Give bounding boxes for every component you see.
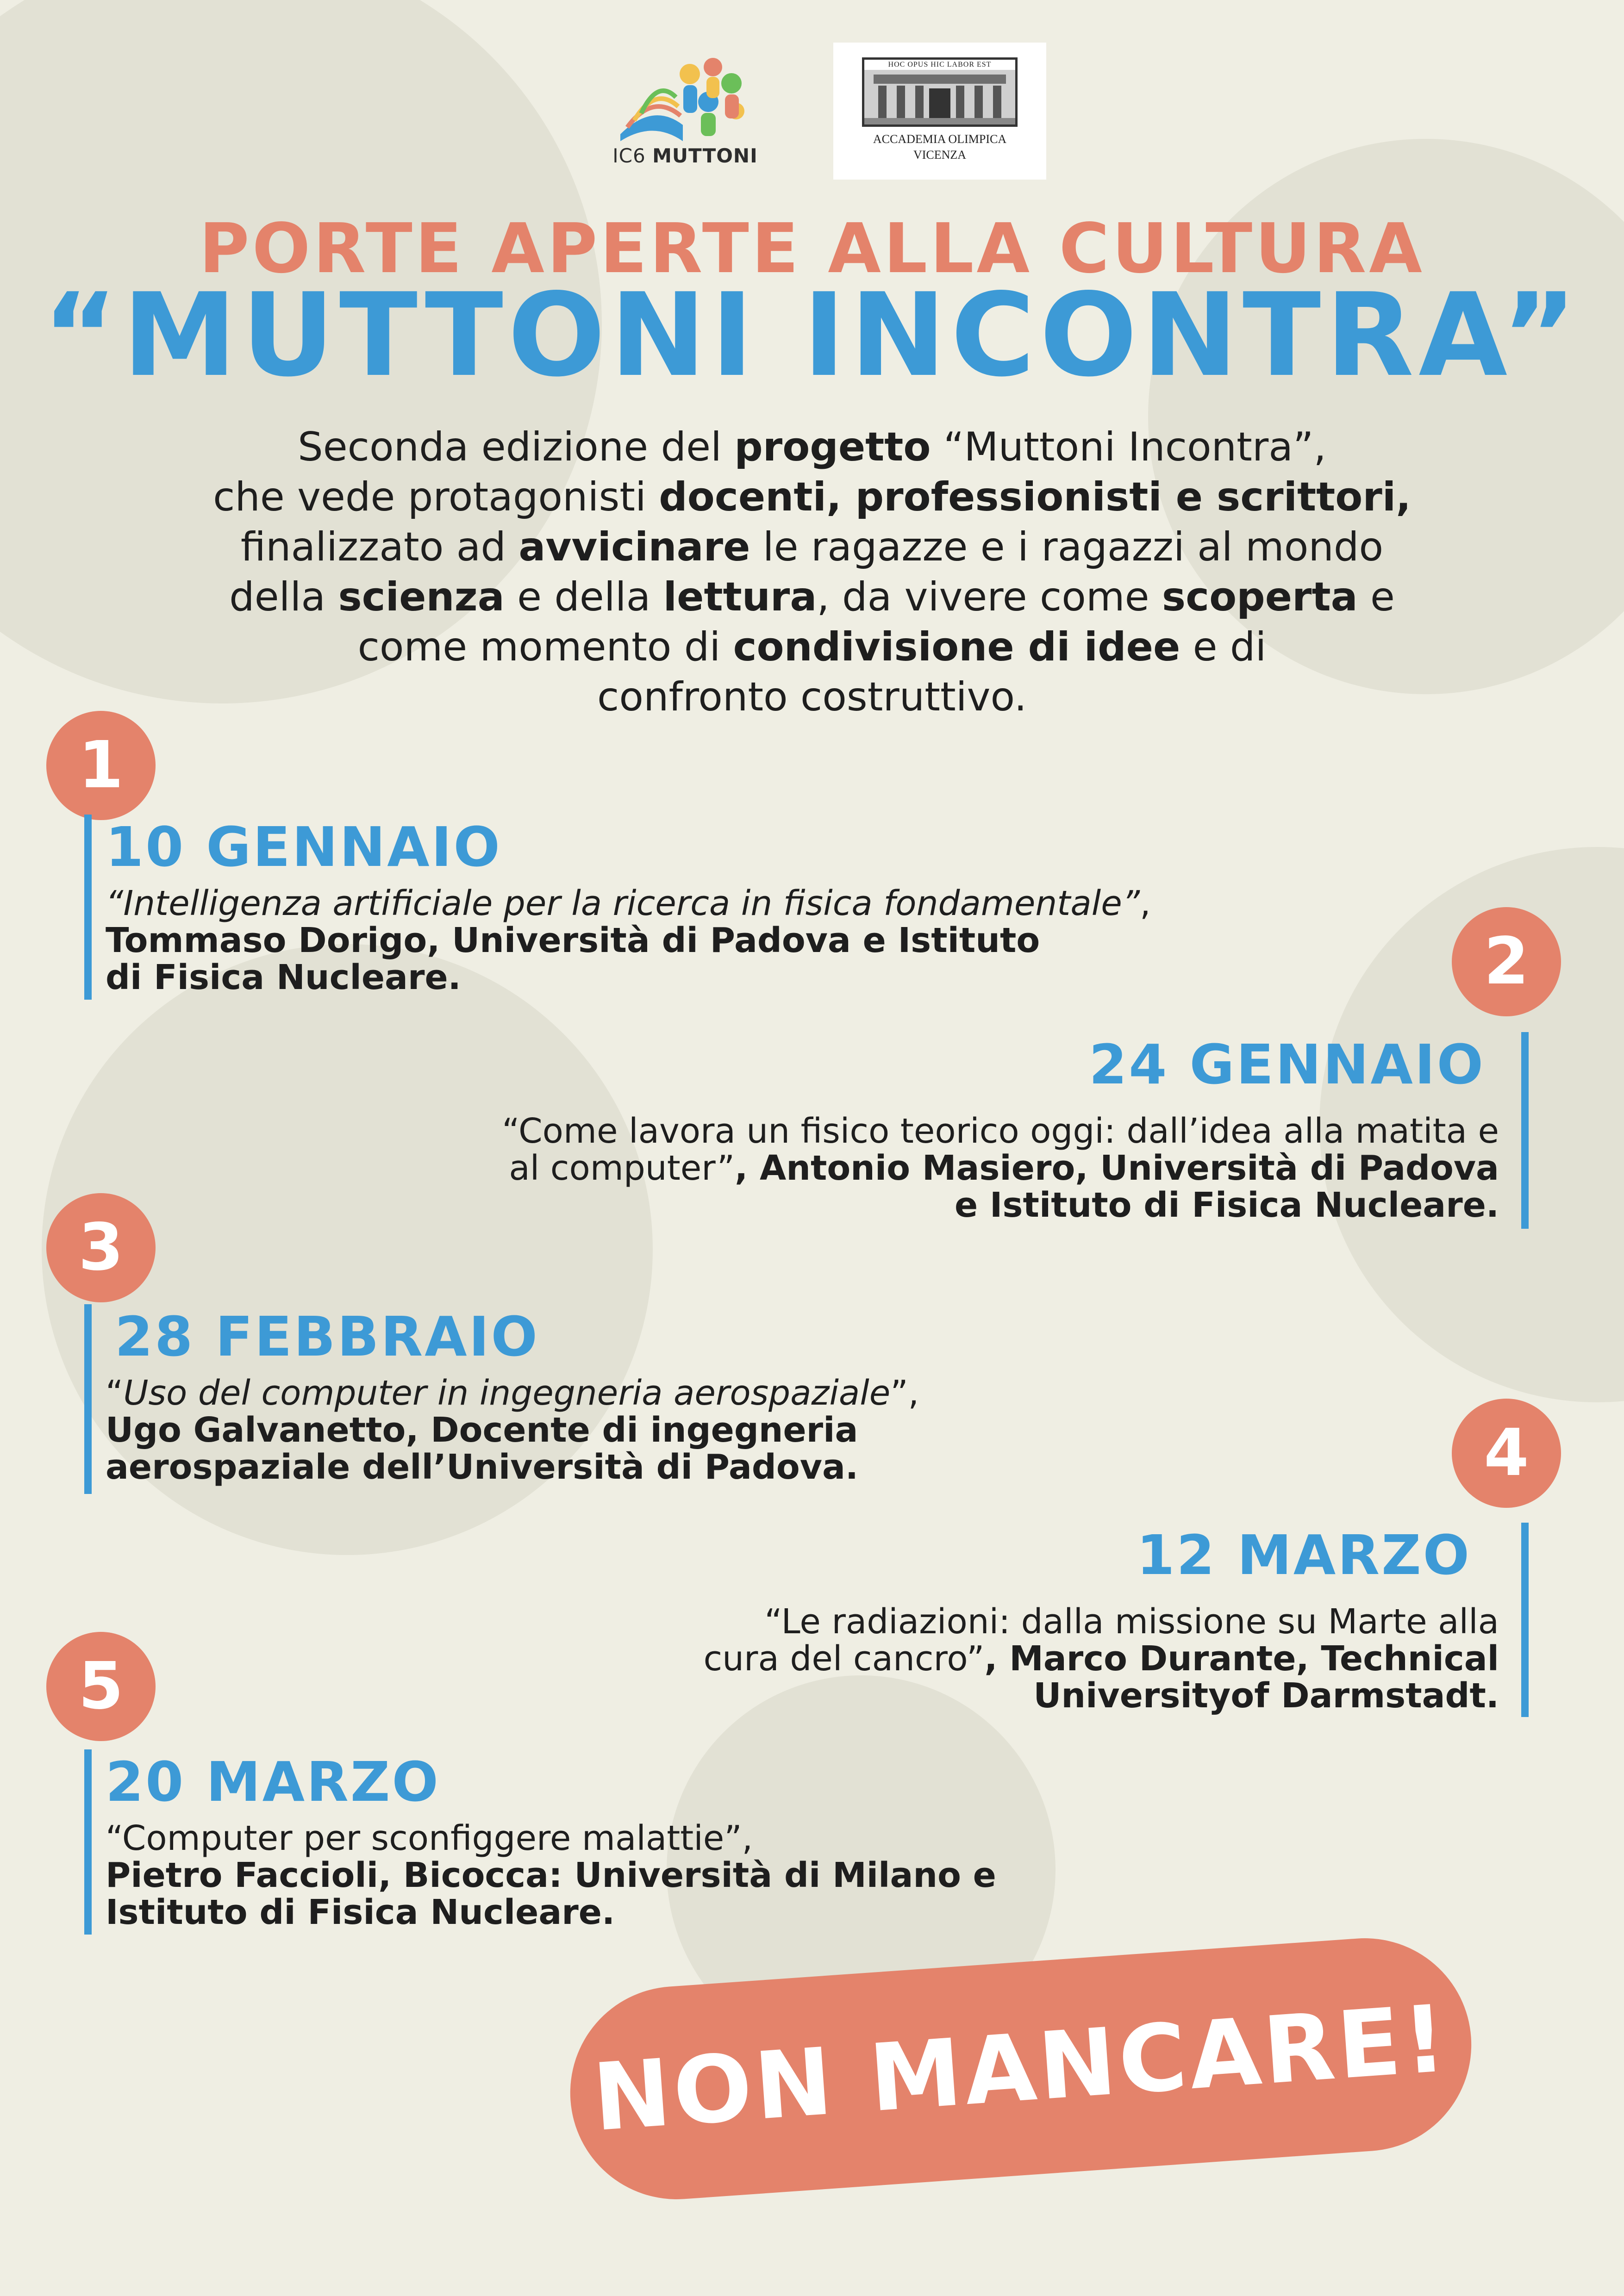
event-card (106, 815, 1263, 996)
event-date: 12 MARZO (1137, 1523, 1471, 1587)
event-speaker: Ugo Galvanetto, Docente di ingegneria (106, 1410, 858, 1450)
event-speaker: , Marco Durante, Technical (984, 1639, 1499, 1679)
event-speaker: Pietro Faccioli, Bicocca: Università di Milano e (106, 1855, 996, 1895)
event-accent-bar (1521, 1032, 1529, 1229)
event-description: “Intelligenza artificiale per la ricerca in fisica fondamentale”, Tommaso Dorigo, Università di Padova e Istituto di Fisica Nucleare. (106, 884, 1151, 997)
cta-label: NON MANCARE! (589, 1985, 1452, 2153)
event-number-badge: 1 (46, 711, 156, 820)
event-date: 24 GENNAIO (1089, 1033, 1485, 1096)
accademia-city: VICENZA (913, 148, 967, 162)
event-card (324, 1523, 1499, 1714)
event-description: “Uso del computer in ingegneria aerospaziale”, Ugo Galvanetto, Docente di ingegneria aerospaziale dell’Università di Padova. (106, 1373, 919, 1487)
event-accent-bar (84, 1304, 92, 1494)
intro-line: come momento di condivisione di idee e di (357, 624, 1267, 670)
title-muttoni-incontra: “MUTTONI INCONTRA” (42, 269, 1582, 402)
event-date: 20 MARZO (106, 1750, 440, 1814)
kids-book-icon (602, 46, 768, 143)
event-card (106, 1749, 1263, 1931)
event-accent-bar (84, 1749, 92, 1935)
ic6-muttoni-logo (602, 46, 768, 176)
event-talk-title: “Le radiazioni: dalla missione su Marte alla (764, 1602, 1499, 1642)
intro-line: Seconda edizione del progetto “Muttoni Incontra”, (298, 424, 1326, 470)
event-card (324, 1032, 1499, 1224)
event-speaker: , Antonio Masiero, Università di Padova (735, 1148, 1499, 1188)
intro-line: finalizzato ad avvicinare le ragazze e i ragazzi al mondo (240, 524, 1384, 570)
accademia-olimpica-logo (833, 43, 1046, 180)
event-talk-title: al computer” (509, 1148, 735, 1188)
title-porte-aperte: PORTE APERTE ALLA CULTURA (199, 209, 1425, 288)
event-speaker: aerospaziale dell’Università di Padova. (106, 1447, 859, 1487)
accademia-motto: HOC OPUS HIC LABOR EST (864, 60, 1015, 70)
event-speaker: Tommaso Dorigo, Università di Padova e Istituto (106, 921, 1040, 960)
event-date: 28 FEBBRAIO (115, 1305, 539, 1369)
event-talk-title: “Come lavora un fisico teorico oggi: dall’idea alla matita e (502, 1111, 1499, 1151)
event-number-badge: 3 (46, 1193, 156, 1302)
event-speaker: e Istituto di Fisica Nucleare. (954, 1185, 1499, 1225)
event-speaker: Istituto di Fisica Nucleare. (106, 1892, 615, 1932)
intro-paragraph (139, 422, 1485, 722)
event-number-badge: 4 (1452, 1399, 1561, 1508)
event-speaker: di Fisica Nucleare. (106, 958, 461, 997)
event-talk-title: “Intelligenza artificiale per la ricerca in fisica fondamentale” (106, 884, 1140, 923)
event-description (106, 1820, 1263, 1931)
event-accent-bar (1521, 1523, 1529, 1717)
event-date: 10 GENNAIO (106, 815, 502, 879)
theatre-facade-icon (864, 70, 1015, 124)
event-description (324, 1603, 1499, 1714)
event-talk-title: Uso del computer in ingegneria aerospaziale (123, 1373, 891, 1413)
intro-line: confronto costruttivo. (597, 674, 1027, 720)
accademia-name: ACCADEMIA OLIMPICA (873, 132, 1007, 146)
event-accent-bar (84, 815, 92, 1000)
event-talk-title: “Computer per sconfiggere malattie”, (106, 1818, 753, 1858)
intro-line: che vede protagonisti docenti, professionisti e scrittori, (213, 474, 1411, 520)
ic6-logo-text: IC6 MUTTONI (612, 144, 758, 167)
event-number-badge: 5 (46, 1632, 156, 1741)
teatro-olimpico-engraving (862, 57, 1018, 127)
event-number-badge: 2 (1452, 907, 1561, 1016)
event-card (106, 1304, 1263, 1486)
event-talk-title: cura del cancro” (703, 1639, 985, 1679)
intro-line: della scienza e della lettura, da vivere come scoperta e (229, 574, 1395, 620)
event-speaker: Universityof Darmstadt. (1033, 1676, 1499, 1716)
event-description (324, 1113, 1499, 1224)
